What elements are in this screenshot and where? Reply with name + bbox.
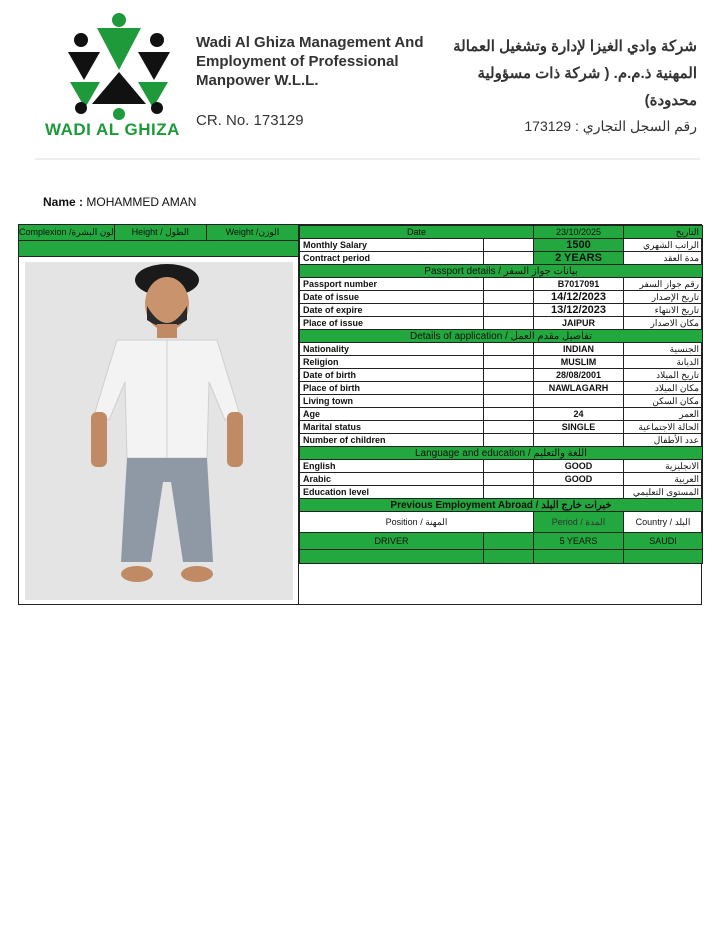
salary-label-ar: الراتب الشهري [624, 239, 703, 252]
physical-values [19, 241, 298, 257]
application-row [300, 408, 703, 421]
application-row [300, 395, 703, 408]
field-label: English [300, 460, 484, 473]
field-value: 13/12/2023 [534, 304, 624, 317]
field-label-ar: مكان الميلاد [624, 382, 703, 395]
field-label: Religion [300, 356, 484, 369]
application-row [300, 356, 703, 369]
application-row [300, 343, 703, 356]
language-section-title: Language and education / اللغة والتعليم [300, 447, 703, 460]
field-value: INDIAN [534, 343, 624, 356]
date-row [300, 226, 703, 239]
field-value: JAIPUR [534, 317, 624, 330]
field-label: Number of children [300, 434, 484, 447]
contract-row [300, 252, 703, 265]
cr-number-english: CR. No. 173129 [196, 112, 304, 129]
salary-row [300, 239, 703, 252]
field-label: Arabic [300, 473, 484, 486]
field-label-ar: رقم جواز السفر [624, 278, 703, 291]
field-label: Passport number [300, 278, 484, 291]
passport-row [300, 317, 703, 330]
employment-row [300, 533, 703, 550]
field-label-ar: العربية [624, 473, 703, 486]
field-label-ar: الحالة الاجتماعية [624, 421, 703, 434]
application-row [300, 421, 703, 434]
country-header: Country / البلد [624, 512, 703, 533]
field-label-ar: تاريخ الإصدار [624, 291, 703, 304]
field-label: Place of birth [300, 382, 484, 395]
position-value: DRIVER [300, 533, 484, 550]
field-label: Nationality [300, 343, 484, 356]
field-value: 24 [534, 408, 624, 421]
field-label: Marital status [300, 421, 484, 434]
passport-row [300, 291, 703, 304]
date-value: 23/10/2025 [534, 226, 624, 239]
field-label: Education level [300, 486, 484, 499]
field-label-ar: تاريخ الميلاد [624, 369, 703, 382]
salary-label: Monthly Salary [300, 239, 484, 252]
field-value: SINGLE [534, 421, 624, 434]
contract-value: 2 YEARS [534, 252, 624, 265]
country-value: SAUDI [624, 533, 703, 550]
date-label-ar: التاريخ [624, 226, 703, 239]
logo-wordmark: WADI AL GHIZA [45, 120, 180, 139]
field-value: NAWLAGARH [534, 382, 624, 395]
field-label: Place of issue [300, 317, 484, 330]
language-row [300, 486, 703, 499]
application-section-row [300, 330, 703, 343]
physical-headers [19, 225, 298, 241]
field-label-ar: مكان السكن [624, 395, 703, 408]
date-label: Date [300, 226, 534, 239]
company-name-arabic: شركة وادي الغيزا لإدارة وتشغيل العمالة المهنية ذ.م.م. ( شركة ذات مسؤولية محدودة) [453, 38, 697, 109]
period-header: Period / المدة [534, 512, 624, 533]
field-value: GOOD [534, 460, 624, 473]
complexion-header: Complexion /لون البشرة [19, 225, 115, 240]
period-value: 5 YEARS [534, 533, 624, 550]
application-row [300, 369, 703, 382]
passport-section-row [300, 265, 703, 278]
field-value: 14/12/2023 [534, 291, 624, 304]
application-section-title: Details of application / تفاصيل مقدم العمل [300, 330, 703, 343]
field-value: B7017091 [534, 278, 624, 291]
language-row [300, 460, 703, 473]
field-label: Date of expire [300, 304, 484, 317]
passport-section-title: Passport details / بيانات جواز السفر [300, 265, 703, 278]
employment-section-title: Previous Employment Abroad / خبرات خارج البلد [300, 499, 703, 512]
field-label-ar: المستوى التعليمي [624, 486, 703, 499]
field-label-ar: تاريخ الانتهاء [624, 304, 703, 317]
field-value: GOOD [534, 473, 624, 486]
position-header: Position / المهنة [300, 512, 534, 533]
application-row [300, 382, 703, 395]
field-label: Age [300, 408, 484, 421]
contract-label: Contract period [300, 252, 484, 265]
field-label: Date of issue [300, 291, 484, 304]
contract-label-ar: مدة العقد [624, 252, 703, 265]
field-label-ar: العمر [624, 408, 703, 421]
company-name-english: Wadi Al Ghiza Management And Employment of Professional Manpower W.L.L. [196, 34, 424, 89]
field-label-ar: الجنسية [624, 343, 703, 356]
cr-number-arabic: رقم السجل التجاري : 173129 [524, 118, 697, 134]
candidate-photo [25, 262, 293, 600]
field-label: Living town [300, 395, 484, 408]
field-value: 28/08/2001 [534, 369, 624, 382]
details-panel [299, 225, 702, 564]
header-divider [35, 158, 700, 160]
weight-header: Weight /الوزن [225, 227, 280, 237]
application-row [300, 434, 703, 447]
details-table [299, 225, 703, 564]
language-section-row [300, 447, 703, 460]
field-value: MUSLIM [534, 356, 624, 369]
photo-panel [19, 225, 299, 604]
employment-section-row [300, 499, 703, 512]
field-label-ar: مكان الاصدار [624, 317, 703, 330]
field-value [534, 395, 624, 408]
passport-row [300, 304, 703, 317]
field-label-ar: الديانة [624, 356, 703, 369]
field-label-ar: الانجليزية [624, 460, 703, 473]
candidate-name: Name : MOHAMMED AMAN [43, 195, 197, 209]
passport-row [300, 278, 703, 291]
employment-header-row [300, 512, 703, 533]
application-sheet [18, 224, 702, 605]
field-value [534, 434, 624, 447]
height-header: Height / الطول [115, 225, 207, 240]
language-row [300, 473, 703, 486]
salary-value: 1500 [534, 239, 624, 252]
letterhead [0, 0, 719, 160]
field-value [534, 486, 624, 499]
employment-empty-row [300, 550, 703, 564]
field-label: Date of birth [300, 369, 484, 382]
field-label-ar: عدد الأطفال [624, 434, 703, 447]
